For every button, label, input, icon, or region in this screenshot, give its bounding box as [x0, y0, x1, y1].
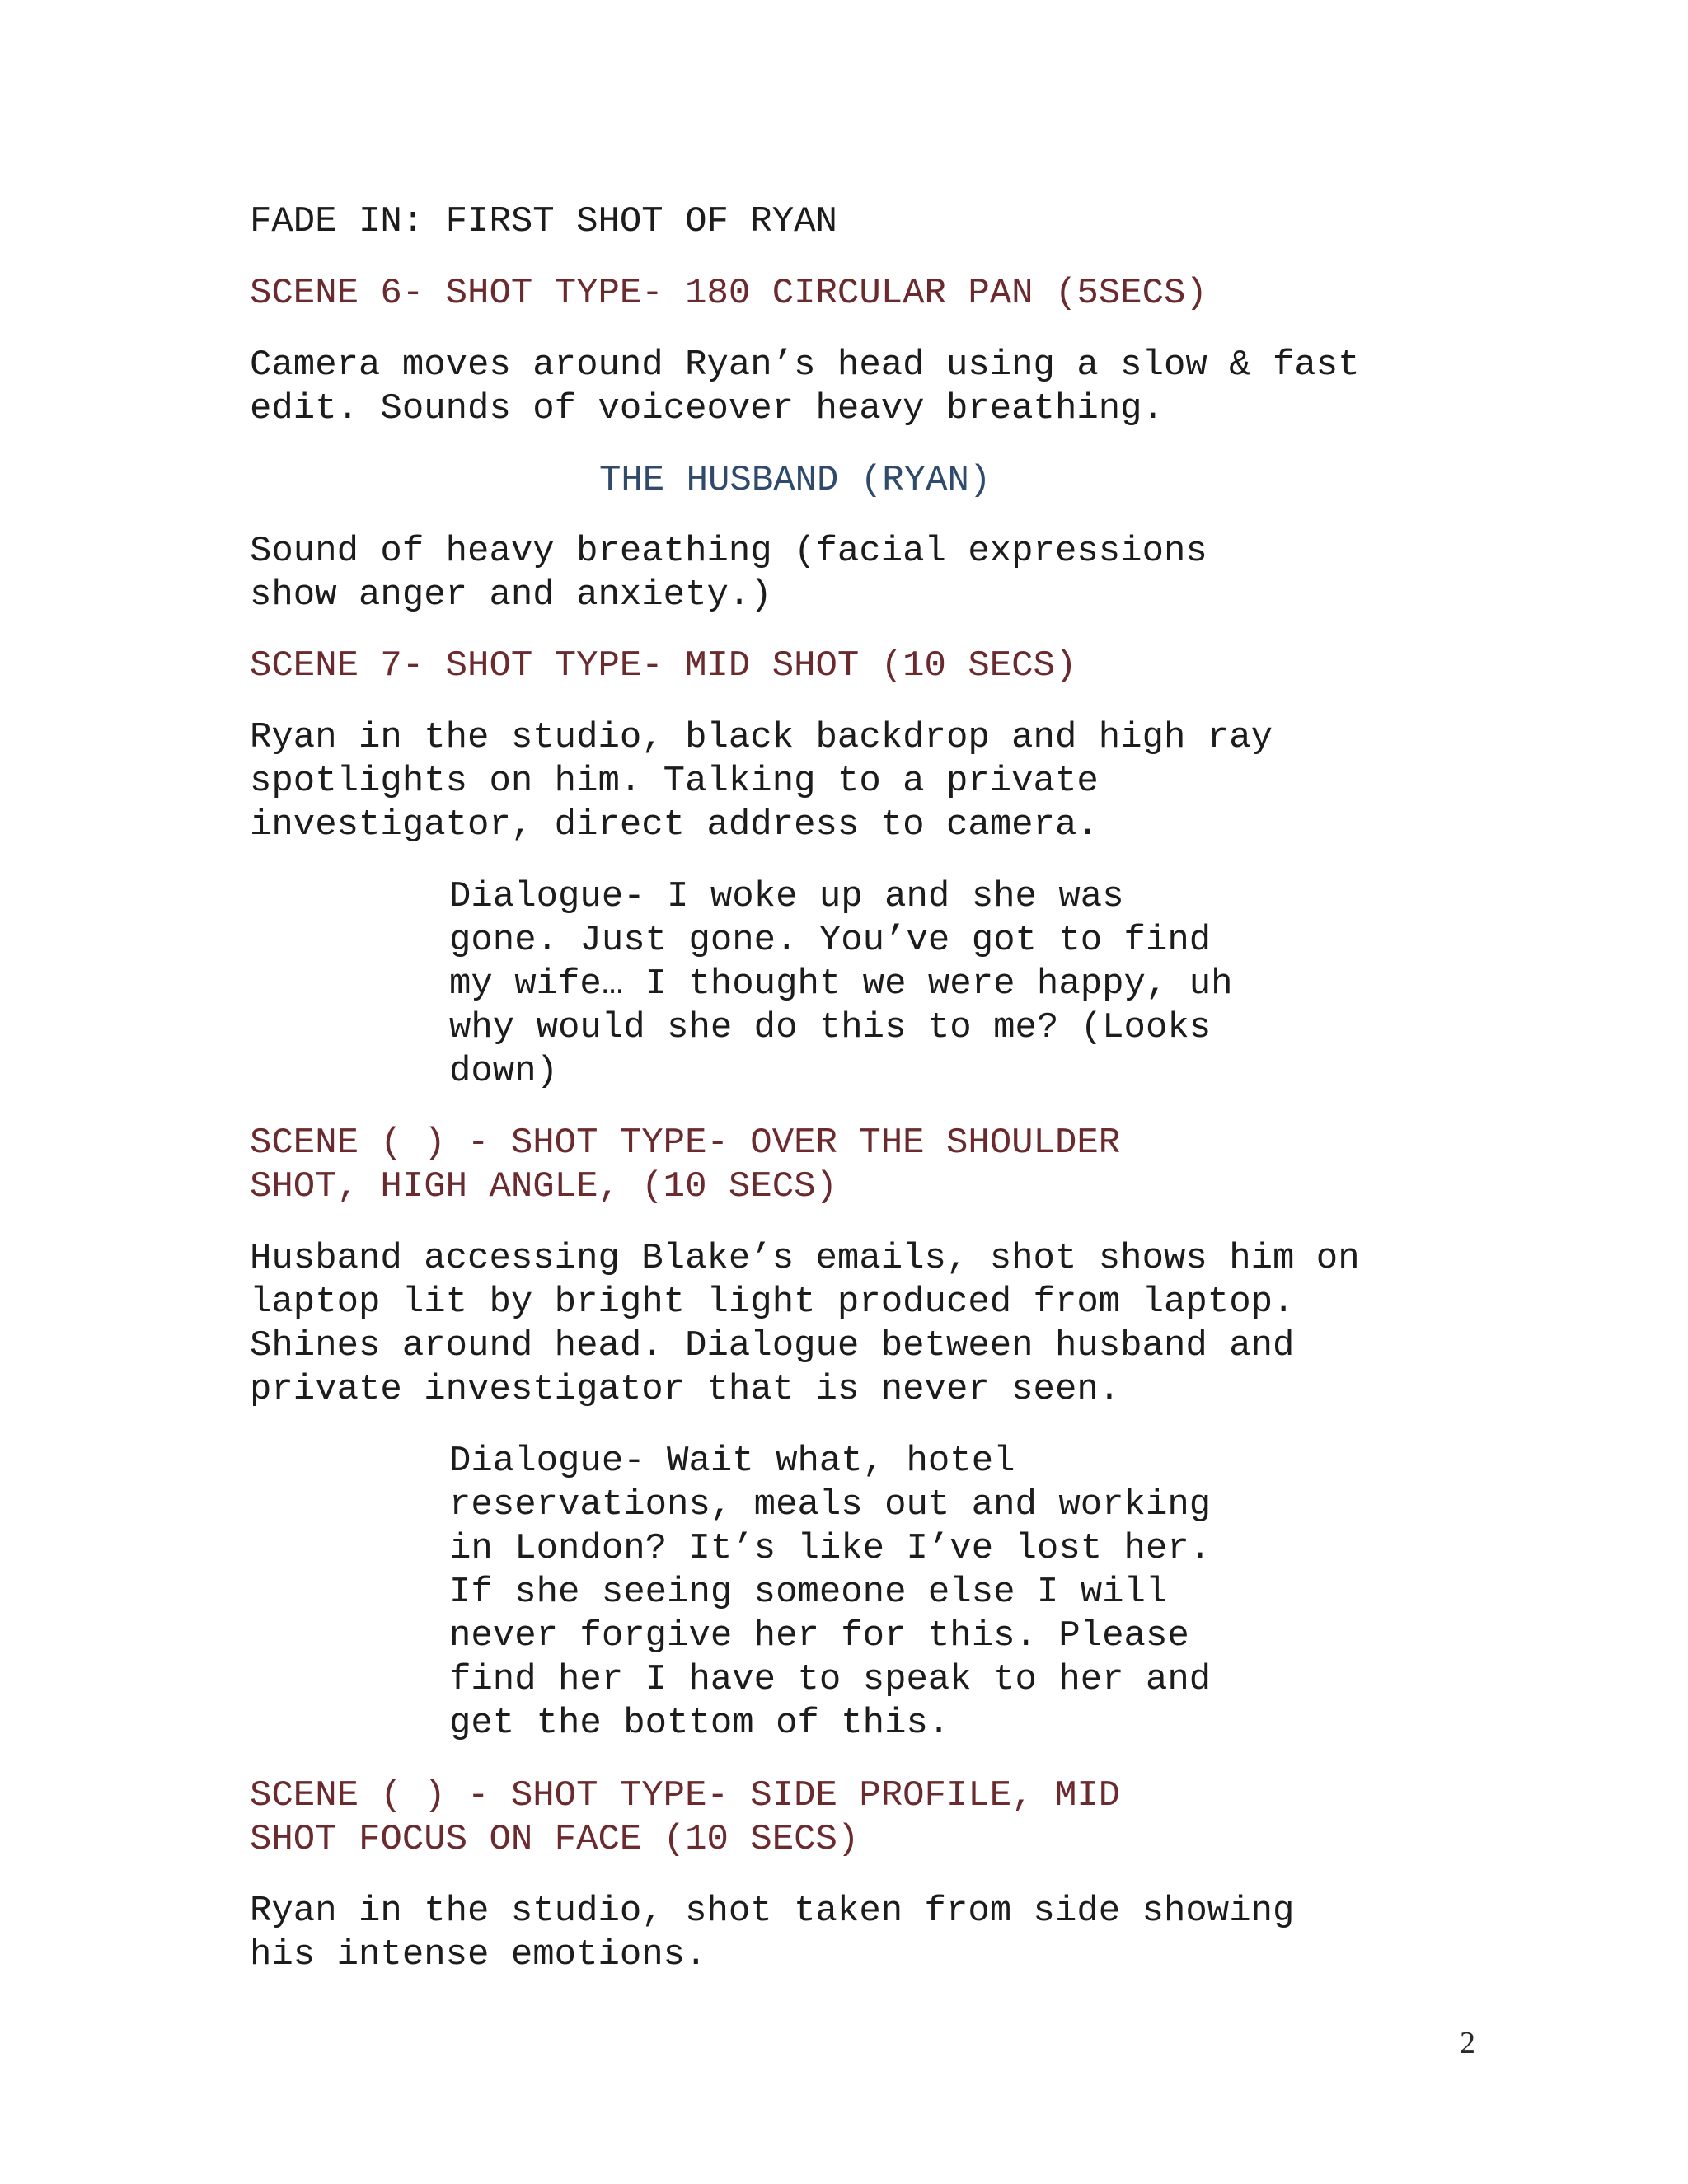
- scene-over-shoulder-dialogue: Dialogue- Wait what, hotel reservations, meals out and working in London? It’s like I’ve lost her. If she seeing someone else I will never forgive her for this. Please find her I have to speak to her and get the bottom of this.: [449, 1441, 1212, 1744]
- scene-side-profile-action: Ryan in the studio, shot taken from side showing his intense emotions.: [250, 1891, 1295, 1975]
- scene-7-action: Ryan in the studio, black backdrop and high ray spotlights on him. Talking to a private investigator, direct address to camera.: [250, 717, 1273, 846]
- character-action: Sound of heavy breathing (facial expressions show anger and anxiety.): [250, 531, 1207, 616]
- scene-over-shoulder-action: Husband accessing Blake’s emails, shot shows him on laptop lit by bright light produced from laptop. Shines around head. Dialogue between husband and private investigator that is never seen.: [250, 1238, 1360, 1410]
- scene-6-action: Camera moves around Ryan’s head using a slow & fast edit. Sounds of voiceover heavy breathing.: [250, 344, 1360, 429]
- scene-7-dialogue: Dialogue- I woke up and she was gone. Just gone. You’ve got to find my wife… I thought we were happy, uh why would she do this to me? (Looks down): [449, 876, 1233, 1092]
- page-number: 2: [1460, 2026, 1475, 2060]
- scene-side-profile-heading: SCENE ( ) - SHOT TYPE- SIDE PROFILE, MID SHOT FOCUS ON FACE (10 SECS): [250, 1775, 1121, 1860]
- fade-in-transition: FADE IN: FIRST SHOT OF RYAN: [250, 201, 837, 242]
- scene-7-heading: SCENE 7- SHOT TYPE- MID SHOT (10 SECS): [250, 645, 1077, 687]
- scene-over-shoulder-heading: SCENE ( ) - SHOT TYPE- OVER THE SHOULDER SHOT, HIGH ANGLE, (10 SECS): [250, 1122, 1121, 1207]
- scene-6-heading: SCENE 6- SHOT TYPE- 180 CIRCULAR PAN (5SECS): [250, 273, 1207, 314]
- character-name: THE HUSBAND (RYAN): [599, 460, 992, 501]
